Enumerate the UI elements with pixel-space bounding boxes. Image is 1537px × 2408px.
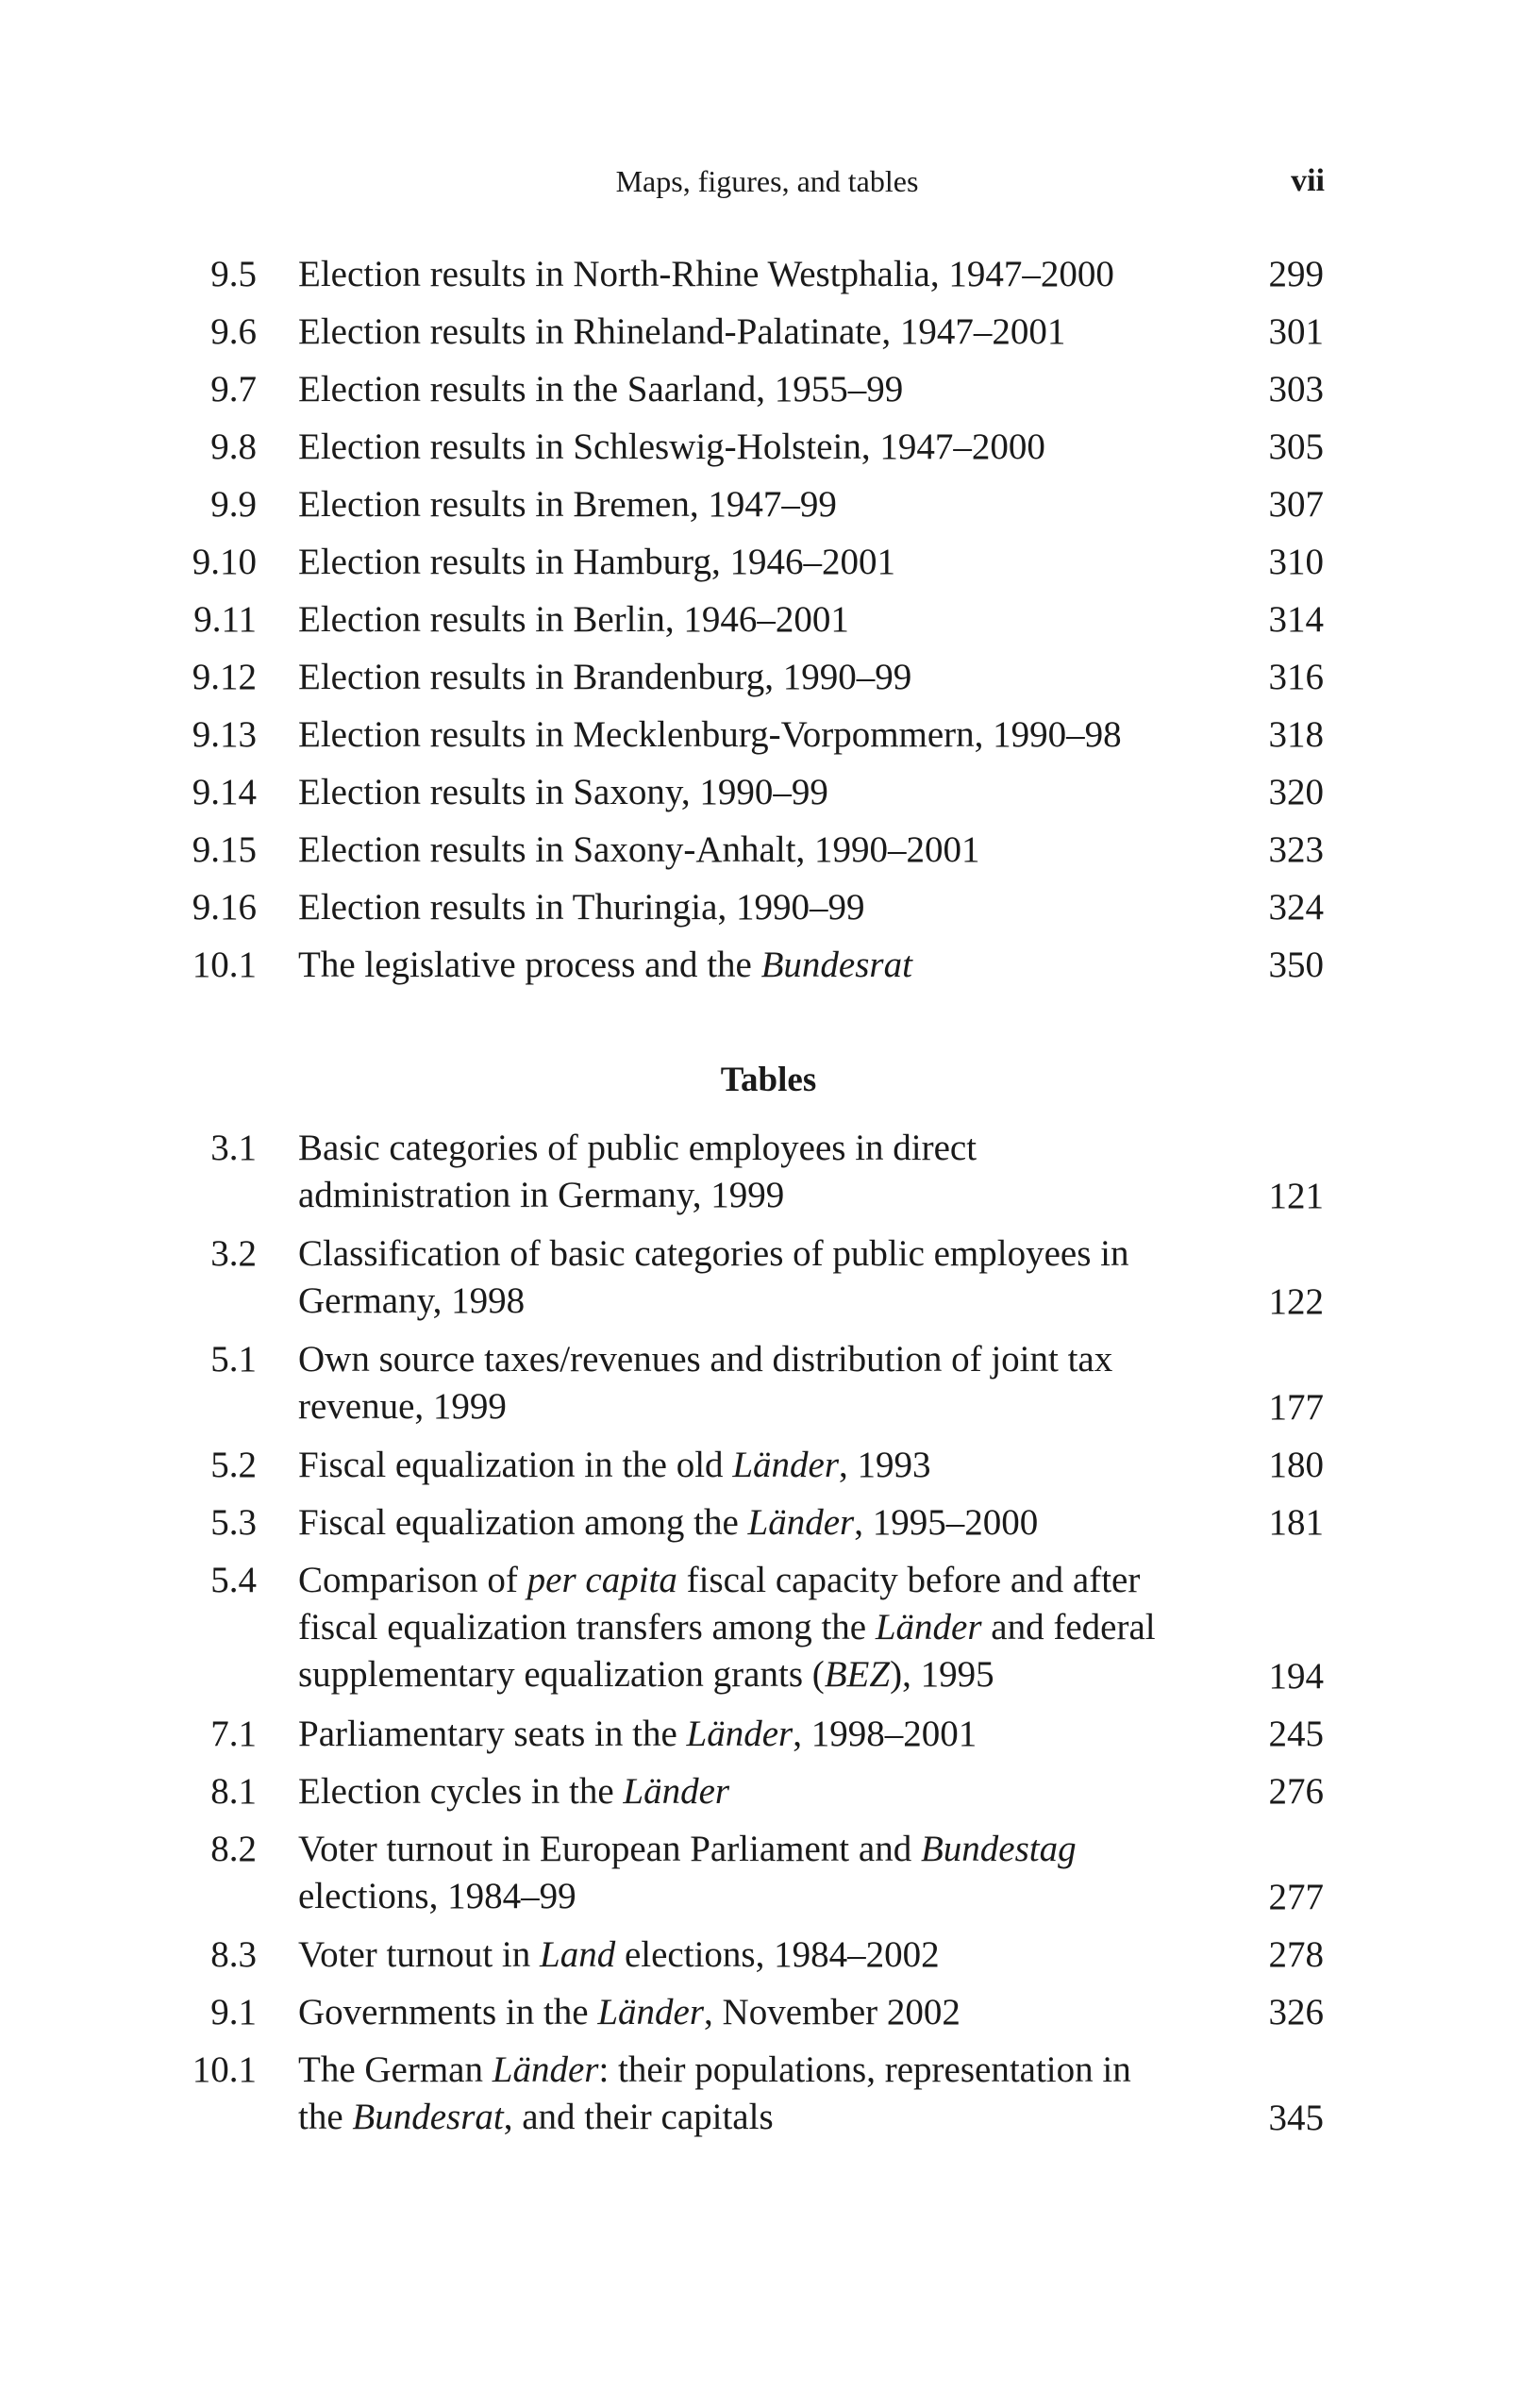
title-text: Germany, 1998 bbox=[298, 1280, 526, 1321]
tables-list bbox=[0, 1125, 1537, 2152]
title-text: The legislative process and the bbox=[298, 945, 761, 985]
title-text: Fiscal equalization among the bbox=[298, 1502, 748, 1543]
title-text: Governments in the bbox=[298, 1992, 598, 2032]
figure-title-line bbox=[298, 711, 1242, 759]
table-entry bbox=[0, 2047, 1537, 2152]
figure-page-number: 303 bbox=[1268, 369, 1324, 410]
title-text: Election results in Berlin, 1946–2001 bbox=[298, 599, 849, 640]
figure-title bbox=[298, 539, 1242, 586]
table-title bbox=[298, 1125, 1242, 1219]
table-title-line bbox=[298, 1125, 1242, 1172]
title-text: Election results in Mecklenburg-Vorpommern, 1990–98 bbox=[298, 714, 1122, 755]
title-text: The German bbox=[298, 2049, 493, 2090]
figure-page-number: 307 bbox=[1268, 484, 1324, 525]
title-text: Election cycles in the bbox=[298, 1771, 624, 1812]
italic-text: Länder bbox=[686, 1714, 794, 1754]
title-text: , 1998–2001 bbox=[793, 1714, 977, 1754]
table-page-number: 345 bbox=[1268, 2098, 1324, 2138]
title-text: elections, 1984–2002 bbox=[615, 1934, 940, 1975]
figure-entry bbox=[0, 366, 1537, 424]
table-number: 5.1 bbox=[210, 1339, 257, 1380]
italic-text: BEZ bbox=[824, 1654, 891, 1695]
table-title bbox=[298, 1336, 1242, 1430]
title-text: Election results in Saxony, 1990–99 bbox=[298, 772, 828, 812]
figure-number: 9.10 bbox=[192, 542, 257, 582]
figure-title bbox=[298, 654, 1242, 701]
figure-number: 9.9 bbox=[210, 484, 257, 525]
table-number: 8.2 bbox=[210, 1829, 257, 1869]
table-page-number: 181 bbox=[1268, 1502, 1324, 1543]
figure-number: 9.6 bbox=[210, 311, 257, 352]
figure-title-line bbox=[298, 884, 1242, 931]
figure-number: 9.5 bbox=[210, 254, 257, 294]
figure-entry bbox=[0, 654, 1537, 711]
title-text: Classification of basic categories of public employees in bbox=[298, 1233, 1129, 1274]
figure-page-number: 350 bbox=[1268, 945, 1324, 985]
figure-title-line bbox=[298, 942, 1242, 989]
table-title-line bbox=[298, 1989, 1242, 2036]
table-title bbox=[298, 1442, 1242, 1489]
table-title-line bbox=[298, 1873, 1242, 1920]
table-page-number: 177 bbox=[1268, 1387, 1324, 1428]
title-text: fiscal capacity before and after bbox=[677, 1560, 1141, 1600]
figure-title-line bbox=[298, 251, 1242, 298]
table-number: 9.1 bbox=[210, 1992, 257, 2032]
italic-text: Bundesrat bbox=[352, 2097, 504, 2137]
title-text: Election results in the Saarland, 1955–99 bbox=[298, 369, 904, 410]
table-title bbox=[298, 2047, 1242, 2141]
table-number: 3.1 bbox=[210, 1128, 257, 1168]
table-page-number: 276 bbox=[1268, 1771, 1324, 1812]
italic-text: Land bbox=[540, 1934, 616, 1975]
table-page-number: 278 bbox=[1268, 1934, 1324, 1975]
figure-page-number: 316 bbox=[1268, 657, 1324, 697]
page-number: vii bbox=[1291, 163, 1325, 198]
table-entry bbox=[0, 1499, 1537, 1557]
table-page-number: 277 bbox=[1268, 1877, 1324, 1917]
table-title bbox=[298, 1931, 1242, 1979]
title-text: , and their capitals bbox=[503, 2097, 774, 2137]
italic-text: Bundesrat bbox=[760, 945, 912, 985]
figure-entry bbox=[0, 309, 1537, 366]
table-entry bbox=[0, 1442, 1537, 1499]
table-number: 5.3 bbox=[210, 1502, 257, 1543]
figure-number: 9.11 bbox=[193, 599, 257, 640]
figure-entry bbox=[0, 251, 1537, 309]
table-title bbox=[298, 1826, 1242, 1920]
figure-number: 9.15 bbox=[192, 829, 257, 870]
table-title-line bbox=[298, 2047, 1242, 2094]
table-title-line bbox=[298, 1172, 1242, 1219]
table-title-line bbox=[298, 1383, 1242, 1430]
table-page-number: 121 bbox=[1268, 1176, 1324, 1216]
figure-title-line bbox=[298, 424, 1242, 471]
table-title-line bbox=[298, 1442, 1242, 1489]
italic-text: Länder bbox=[875, 1607, 982, 1647]
title-text: fiscal equalization transfers among the bbox=[298, 1607, 876, 1647]
table-title-line bbox=[298, 1768, 1242, 1815]
figure-entry bbox=[0, 827, 1537, 884]
table-title-line bbox=[298, 1604, 1242, 1651]
figure-entry bbox=[0, 424, 1537, 481]
title-text: supplementary equalization grants ( bbox=[298, 1654, 825, 1695]
table-number: 3.2 bbox=[210, 1233, 257, 1274]
title-text: and federal bbox=[981, 1607, 1156, 1647]
title-text: ), 1995 bbox=[890, 1654, 994, 1695]
italic-text: Bundestag bbox=[920, 1829, 1077, 1869]
table-entry bbox=[0, 1989, 1537, 2047]
figure-title bbox=[298, 884, 1242, 931]
table-title-line bbox=[298, 1826, 1242, 1873]
figure-number: 9.12 bbox=[192, 657, 257, 697]
italic-text: Länder bbox=[492, 2049, 599, 2090]
table-entry bbox=[0, 1557, 1537, 1711]
figures-list bbox=[0, 251, 1537, 999]
table-number: 8.3 bbox=[210, 1934, 257, 1975]
title-text: , 1993 bbox=[839, 1445, 931, 1485]
title-text: Election results in Brandenburg, 1990–99 bbox=[298, 657, 912, 697]
table-page-number: 122 bbox=[1268, 1281, 1324, 1322]
table-title bbox=[298, 1768, 1242, 1815]
title-text: Election results in Hamburg, 1946–2001 bbox=[298, 542, 895, 582]
figure-number: 9.16 bbox=[192, 887, 257, 928]
table-title bbox=[298, 1989, 1242, 2036]
title-text: administration in Germany, 1999 bbox=[298, 1175, 785, 1215]
title-text: elections, 1984–99 bbox=[298, 1876, 576, 1916]
figure-title bbox=[298, 309, 1242, 356]
figure-number: 9.14 bbox=[192, 772, 257, 812]
figure-number: 10.1 bbox=[192, 945, 257, 985]
title-text: Election results in North-Rhine Westphalia, 1947–2000 bbox=[298, 254, 1114, 294]
figure-title bbox=[298, 366, 1242, 413]
figure-title-line bbox=[298, 654, 1242, 701]
table-title-line bbox=[298, 1651, 1242, 1698]
title-text: Fiscal equalization in the old bbox=[298, 1445, 733, 1485]
title-text: Election results in Schleswig-Holstein, 1947–2000 bbox=[298, 426, 1045, 467]
title-text: Own source taxes/revenues and distribution of joint tax bbox=[298, 1339, 1113, 1380]
figure-page-number: 305 bbox=[1268, 426, 1324, 467]
table-entry bbox=[0, 1711, 1537, 1768]
figure-title bbox=[298, 481, 1242, 528]
title-text: revenue, 1999 bbox=[298, 1386, 507, 1427]
table-page-number: 326 bbox=[1268, 1992, 1324, 2032]
figure-entry bbox=[0, 942, 1537, 999]
title-text: Voter turnout in European Parliament and bbox=[298, 1829, 921, 1869]
figure-number: 9.13 bbox=[192, 714, 257, 755]
figure-title-line bbox=[298, 309, 1242, 356]
figure-page-number: 318 bbox=[1268, 714, 1324, 755]
table-title bbox=[298, 1711, 1242, 1758]
table-entry bbox=[0, 1931, 1537, 1989]
table-title-line bbox=[298, 1711, 1242, 1758]
running-header bbox=[209, 159, 1325, 204]
figure-title bbox=[298, 827, 1242, 874]
table-number: 7.1 bbox=[210, 1714, 257, 1754]
table-number: 5.2 bbox=[210, 1445, 257, 1485]
table-title-line bbox=[298, 1499, 1242, 1547]
title-text: Election results in Rhineland-Palatinate, 1947–2001 bbox=[298, 311, 1066, 352]
figure-page-number: 299 bbox=[1268, 254, 1324, 294]
table-title-line bbox=[298, 2094, 1242, 2141]
figure-title-line bbox=[298, 539, 1242, 586]
figure-entry bbox=[0, 596, 1537, 654]
table-page-number: 245 bbox=[1268, 1714, 1324, 1754]
figure-number: 9.7 bbox=[210, 369, 257, 410]
figure-page-number: 310 bbox=[1268, 542, 1324, 582]
figure-page-number: 324 bbox=[1268, 887, 1324, 928]
figure-number: 9.8 bbox=[210, 426, 257, 467]
figure-entry bbox=[0, 884, 1537, 942]
table-entry bbox=[0, 1125, 1537, 1230]
table-entry bbox=[0, 1826, 1537, 1931]
title-text: Election results in Saxony-Anhalt, 1990–2001 bbox=[298, 829, 980, 870]
figure-page-number: 320 bbox=[1268, 772, 1324, 812]
figure-title-line bbox=[298, 366, 1242, 413]
table-page-number: 180 bbox=[1268, 1445, 1324, 1485]
figure-entry bbox=[0, 769, 1537, 827]
title-text: Election results in Thuringia, 1990–99 bbox=[298, 887, 865, 928]
italic-text: Länder bbox=[747, 1502, 855, 1543]
figure-page-number: 301 bbox=[1268, 311, 1324, 352]
figure-entry bbox=[0, 711, 1537, 769]
figure-entry bbox=[0, 481, 1537, 539]
table-page-number: 194 bbox=[1268, 1656, 1324, 1697]
title-text: , November 2002 bbox=[704, 1992, 961, 2032]
table-title bbox=[298, 1499, 1242, 1547]
figure-title bbox=[298, 424, 1242, 471]
table-title-line bbox=[298, 1336, 1242, 1383]
figure-title bbox=[298, 596, 1242, 644]
title-text: the bbox=[298, 2097, 353, 2137]
italic-text: per capita bbox=[526, 1560, 677, 1600]
figure-title bbox=[298, 942, 1242, 989]
italic-text: Länder bbox=[732, 1445, 839, 1485]
table-number: 10.1 bbox=[192, 2049, 257, 2090]
title-text: Voter turnout in bbox=[298, 1934, 541, 1975]
figure-title bbox=[298, 711, 1242, 759]
tables-heading: Tables bbox=[720, 1061, 817, 1099]
table-title-line bbox=[298, 1557, 1242, 1604]
table-entry bbox=[0, 1336, 1537, 1442]
figure-title bbox=[298, 251, 1242, 298]
figure-title-line bbox=[298, 769, 1242, 816]
figure-entry bbox=[0, 539, 1537, 596]
title-text: Parliamentary seats in the bbox=[298, 1714, 687, 1754]
figure-page-number: 314 bbox=[1268, 599, 1324, 640]
title-text: Basic categories of public employees in direct bbox=[298, 1128, 977, 1168]
figure-title-line bbox=[298, 481, 1242, 528]
table-title bbox=[298, 1230, 1242, 1325]
table-title-line bbox=[298, 1931, 1242, 1979]
table-title bbox=[298, 1557, 1242, 1698]
title-text: , 1995–2000 bbox=[854, 1502, 1039, 1543]
table-title-line bbox=[298, 1230, 1242, 1278]
italic-text: Länder bbox=[623, 1771, 730, 1812]
table-number: 5.4 bbox=[210, 1560, 257, 1600]
figure-page-number: 323 bbox=[1268, 829, 1324, 870]
table-entry bbox=[0, 1230, 1537, 1336]
running-title: Maps, figures, and tables bbox=[615, 164, 919, 198]
table-entry bbox=[0, 1768, 1537, 1826]
figure-title-line bbox=[298, 827, 1242, 874]
title-text: : their populations, representation in bbox=[598, 2049, 1131, 2090]
table-title-line bbox=[298, 1278, 1242, 1325]
figure-title-line bbox=[298, 596, 1242, 644]
table-number: 8.1 bbox=[210, 1771, 257, 1812]
title-text: Comparison of bbox=[298, 1560, 527, 1600]
title-text: Election results in Bremen, 1947–99 bbox=[298, 484, 837, 525]
figure-title bbox=[298, 769, 1242, 816]
italic-text: Länder bbox=[597, 1992, 705, 2032]
